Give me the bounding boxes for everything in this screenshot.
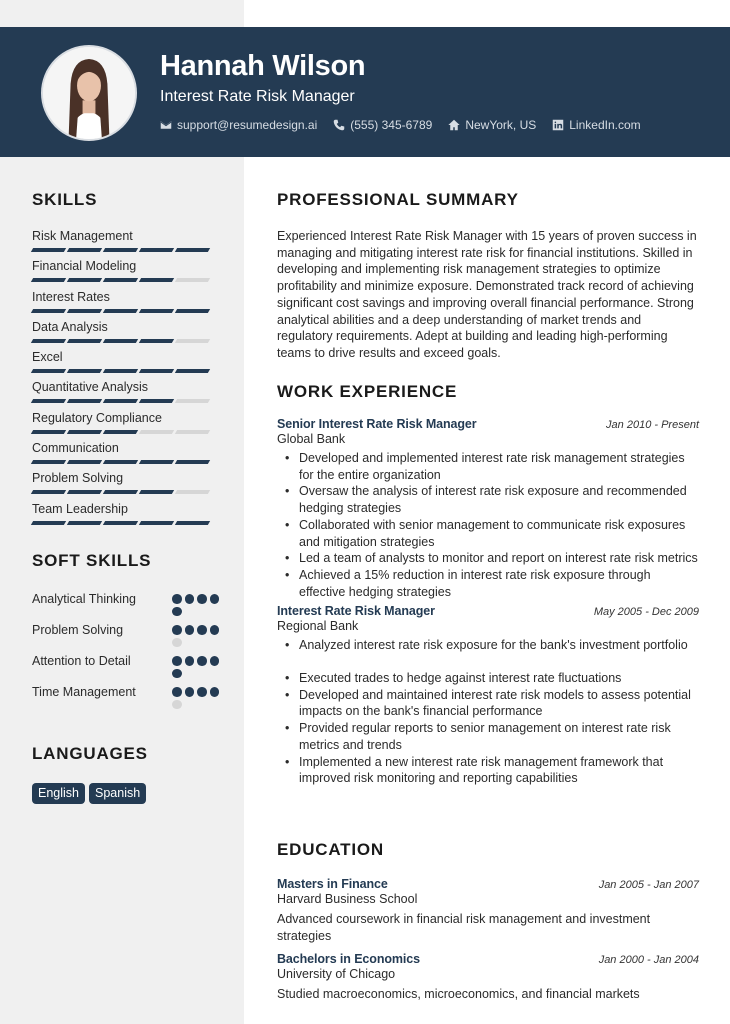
skill-level-segment <box>175 460 210 464</box>
language-badge-english: English <box>32 783 85 804</box>
rating-dot <box>185 656 195 666</box>
job-company: Regional Bank <box>277 619 359 634</box>
linkedin-icon <box>552 119 564 131</box>
rating-dot <box>172 669 182 679</box>
skills-section <box>32 190 222 531</box>
skill-item <box>32 501 222 531</box>
skill-level-bar <box>32 430 222 434</box>
skill-level-segment <box>31 521 66 525</box>
skill-level-segment <box>103 369 138 373</box>
soft-skill-item <box>32 591 222 616</box>
skill-level-segment <box>67 490 102 494</box>
job-bullet: • Led a team of analysts to monitor and report on interest rate risk metrics <box>299 550 699 567</box>
skill-level-segment <box>67 339 102 343</box>
skill-label: Risk Management <box>32 229 133 243</box>
skill-level-bar <box>32 309 222 313</box>
skill-label: Data Analysis <box>32 319 108 334</box>
skill-level-segment <box>103 339 138 343</box>
soft-skill-rating <box>172 653 222 678</box>
job-date: Jan 2010 - Present <box>606 419 699 431</box>
skill-level-segment <box>67 521 102 525</box>
skill-level-segment <box>103 521 138 525</box>
rating-dot <box>172 625 182 635</box>
skill-label: Communication <box>32 441 119 456</box>
rating-dot <box>197 687 207 697</box>
job-bullet: • Executed trades to hedge against interest rate fluctuations <box>299 670 699 687</box>
job-bullet: • Implemented a new interest rate risk management framework that improved risk monitoring and reporting capabilities <box>299 754 699 787</box>
skill-level-segment <box>31 309 66 313</box>
skill-label: Quantitative Analysis <box>32 380 149 395</box>
education-entry <box>277 877 699 944</box>
skill-level-segment <box>103 248 138 252</box>
education-description: Advanced coursework in financial risk management and investment strategies <box>277 912 651 943</box>
work-heading: WORK EXPERIENCE <box>277 382 458 401</box>
skill-level-segment <box>175 430 210 434</box>
soft-skills-list <box>32 591 222 709</box>
skills-heading: SKILLS <box>32 190 98 209</box>
language-badge-spanish: Spanish <box>89 783 146 804</box>
rating-dot <box>185 594 195 604</box>
skill-level-segment <box>175 369 210 373</box>
education-section <box>277 840 699 1003</box>
skill-item <box>32 349 222 379</box>
skill-item <box>32 410 222 440</box>
job-bullet: • Collaborated with senior management to communicate risk exposures and mitigation strategies <box>299 517 699 550</box>
skill-label: Interest Rates <box>32 289 110 304</box>
skill-level-segment <box>139 248 174 252</box>
school-name: University of Chicago <box>277 967 396 982</box>
work-experience-section <box>277 382 699 787</box>
job-entry <box>277 604 699 787</box>
skill-level-segment <box>139 339 174 343</box>
job-company: Global Bank <box>277 432 346 446</box>
skill-level-bar <box>32 248 222 252</box>
school-name: Harvard Business School <box>277 892 418 906</box>
contact-linkedin-text: LinkedIn.com <box>569 118 641 132</box>
skill-level-segment <box>67 278 102 282</box>
skill-item <box>32 470 222 500</box>
skill-level-segment <box>175 278 210 282</box>
contact-location <box>448 118 536 132</box>
contact-phone[interactable] <box>333 118 432 132</box>
rating-dot <box>210 656 220 666</box>
skill-level-bar <box>32 460 222 464</box>
skill-level-segment <box>139 460 174 464</box>
skill-level-segment <box>139 278 174 282</box>
rating-dot <box>197 625 207 635</box>
skill-level-segment <box>175 248 210 252</box>
skill-level-segment <box>103 399 138 403</box>
skill-level-segment <box>103 430 138 434</box>
skill-level-segment <box>139 399 174 403</box>
skill-level-segment <box>175 339 210 343</box>
skill-label: Regulatory Compliance <box>32 410 162 425</box>
job-bullet: • Developed and implemented interest rate risk management strategies for the entire organization <box>299 450 699 483</box>
contact-email[interactable] <box>160 118 317 132</box>
soft-skill-item <box>32 622 222 647</box>
education-date: Jan 2005 - Jan 2007 <box>598 879 699 891</box>
skill-level-segment <box>31 369 66 373</box>
skill-level-segment <box>175 309 210 313</box>
languages-section <box>32 744 222 804</box>
summary-heading: PROFESSIONAL SUMMARY <box>277 190 519 209</box>
skill-level-segment <box>103 278 138 282</box>
skill-level-segment <box>175 399 210 403</box>
skill-level-segment <box>139 430 174 434</box>
skill-item <box>32 258 222 288</box>
skill-level-segment <box>139 369 174 373</box>
skill-level-segment <box>31 248 66 252</box>
skill-level-segment <box>175 521 210 525</box>
skill-level-bar <box>32 399 222 403</box>
rating-dot <box>197 656 207 666</box>
skill-level-bar <box>32 521 222 525</box>
rating-dot <box>210 687 220 697</box>
soft-skill-label: Time Management <box>32 685 136 699</box>
skill-label: Problem Solving <box>32 471 124 486</box>
skill-level-segment <box>31 430 66 434</box>
skill-item <box>32 379 222 409</box>
soft-skill-rating <box>172 684 222 709</box>
rating-dot <box>172 700 182 710</box>
degree-title: Masters in Finance <box>277 877 388 891</box>
home-icon <box>448 119 460 131</box>
skill-level-segment <box>67 430 102 434</box>
rating-dot <box>185 625 195 635</box>
candidate-name: Hannah Wilson <box>160 50 366 82</box>
rating-dot <box>172 607 182 617</box>
skill-level-segment <box>67 460 102 464</box>
skill-item <box>32 228 222 258</box>
phone-icon <box>333 119 345 131</box>
skill-level-segment <box>31 399 66 403</box>
skill-item <box>32 289 222 319</box>
job-entry <box>277 417 699 600</box>
soft-skill-item <box>32 653 222 678</box>
contact-bar <box>160 118 641 132</box>
skill-item <box>32 319 222 349</box>
summary-text: Experienced Interest Rate Risk Manager with 15 years of proven success in managing and mitigating interest rate risk for financial institutions. Skilled in developing and implementing risk management strategies to optimize profitability and minimize exposure. Demonstrated track record of achieving significant cost savings and improving overall financial performance. Strong analytical abilities and a deep understanding of market trends and regulatory requirements. Adept at building and leading high-performing teams to drive results and exceed goals. <box>277 229 697 360</box>
soft-skills-section <box>32 551 222 715</box>
languages-list <box>32 783 222 804</box>
rating-dot <box>185 687 195 697</box>
education-entry <box>277 952 699 1003</box>
skill-level-segment <box>67 309 102 313</box>
education-heading: EDUCATION <box>277 840 384 859</box>
job-bullet: • Oversaw the analysis of interest rate risk exposure and recommended hedging strategies <box>299 483 699 516</box>
skill-level-segment <box>139 490 174 494</box>
soft-skill-label: Attention to Detail <box>32 654 131 668</box>
skill-level-segment <box>31 278 66 282</box>
job-bullet: • Achieved a 15% reduction in interest rate risk exposure through effective hedging strategies <box>299 567 699 600</box>
education-description: Studied macroeconomics, microeconomics, and financial markets <box>277 987 640 1002</box>
soft-skill-rating <box>172 622 222 647</box>
languages-heading: LANGUAGES <box>32 744 148 763</box>
job-title: Interest Rate Risk Manager <box>277 604 435 619</box>
soft-skill-rating <box>172 591 222 616</box>
job-date: May 2005 - Dec 2009 <box>593 606 699 619</box>
skill-label: Excel <box>32 350 63 365</box>
skill-level-bar <box>32 339 222 343</box>
skills-list <box>32 228 222 531</box>
skill-level-segment <box>67 369 102 373</box>
soft-skills-heading: SOFT SKILLS <box>32 551 152 570</box>
skill-level-segment <box>31 339 66 343</box>
skill-level-segment <box>103 490 138 494</box>
rating-dot <box>172 594 182 604</box>
degree-title: Bachelors in Economics <box>277 952 420 967</box>
contact-phone-text: (555) 345-6789 <box>350 118 433 132</box>
job-bullet: • Developed and maintained interest rate risk models to assess potential impacts on the bank's financial performance <box>299 687 699 720</box>
skill-level-segment <box>139 309 174 313</box>
rating-dot <box>197 594 207 604</box>
skill-level-segment <box>31 460 66 464</box>
envelope-icon <box>160 119 172 131</box>
rating-dot <box>210 625 220 635</box>
summary-section <box>277 190 699 362</box>
soft-skill-label: Analytical Thinking <box>32 592 136 606</box>
skill-level-segment <box>67 248 102 252</box>
education-date: Jan 2000 - Jan 2004 <box>598 954 699 967</box>
soft-skill-item <box>32 684 222 709</box>
soft-skill-label: Problem Solving <box>32 623 124 637</box>
contact-email-text: support@resumedesign.ai <box>177 118 318 132</box>
rating-dot <box>172 687 182 697</box>
contact-location-text: NewYork, US <box>465 118 537 132</box>
skill-level-segment <box>175 490 210 494</box>
skill-level-segment <box>139 521 174 525</box>
skill-level-segment <box>103 309 138 313</box>
rating-dot <box>172 656 182 666</box>
rating-dot <box>210 594 220 604</box>
skill-level-segment <box>103 460 138 464</box>
profile-photo <box>41 45 137 141</box>
skill-label: Team Leadership <box>32 501 128 516</box>
job-bullet: • Provided regular reports to senior management on interest rate risk metrics and trends <box>299 720 699 753</box>
job-title: Senior Interest Rate Risk Manager <box>277 417 477 431</box>
skill-level-bar <box>32 490 222 494</box>
contact-linkedin[interactable] <box>552 118 640 132</box>
skill-label: Financial Modeling <box>32 259 137 274</box>
skill-item <box>32 440 222 470</box>
candidate-title: Interest Rate Risk Manager <box>160 88 355 105</box>
skill-level-bar <box>32 369 222 373</box>
job-bullets <box>277 450 699 600</box>
job-bullet: • Analyzed interest rate risk exposure for the bank's investment portfolio <box>299 637 699 654</box>
job-bullets <box>277 637 699 787</box>
skill-level-segment <box>67 399 102 403</box>
skill-level-segment <box>31 490 66 494</box>
rating-dot <box>172 638 182 648</box>
skill-level-bar <box>32 278 222 282</box>
portrait-image <box>43 47 135 139</box>
